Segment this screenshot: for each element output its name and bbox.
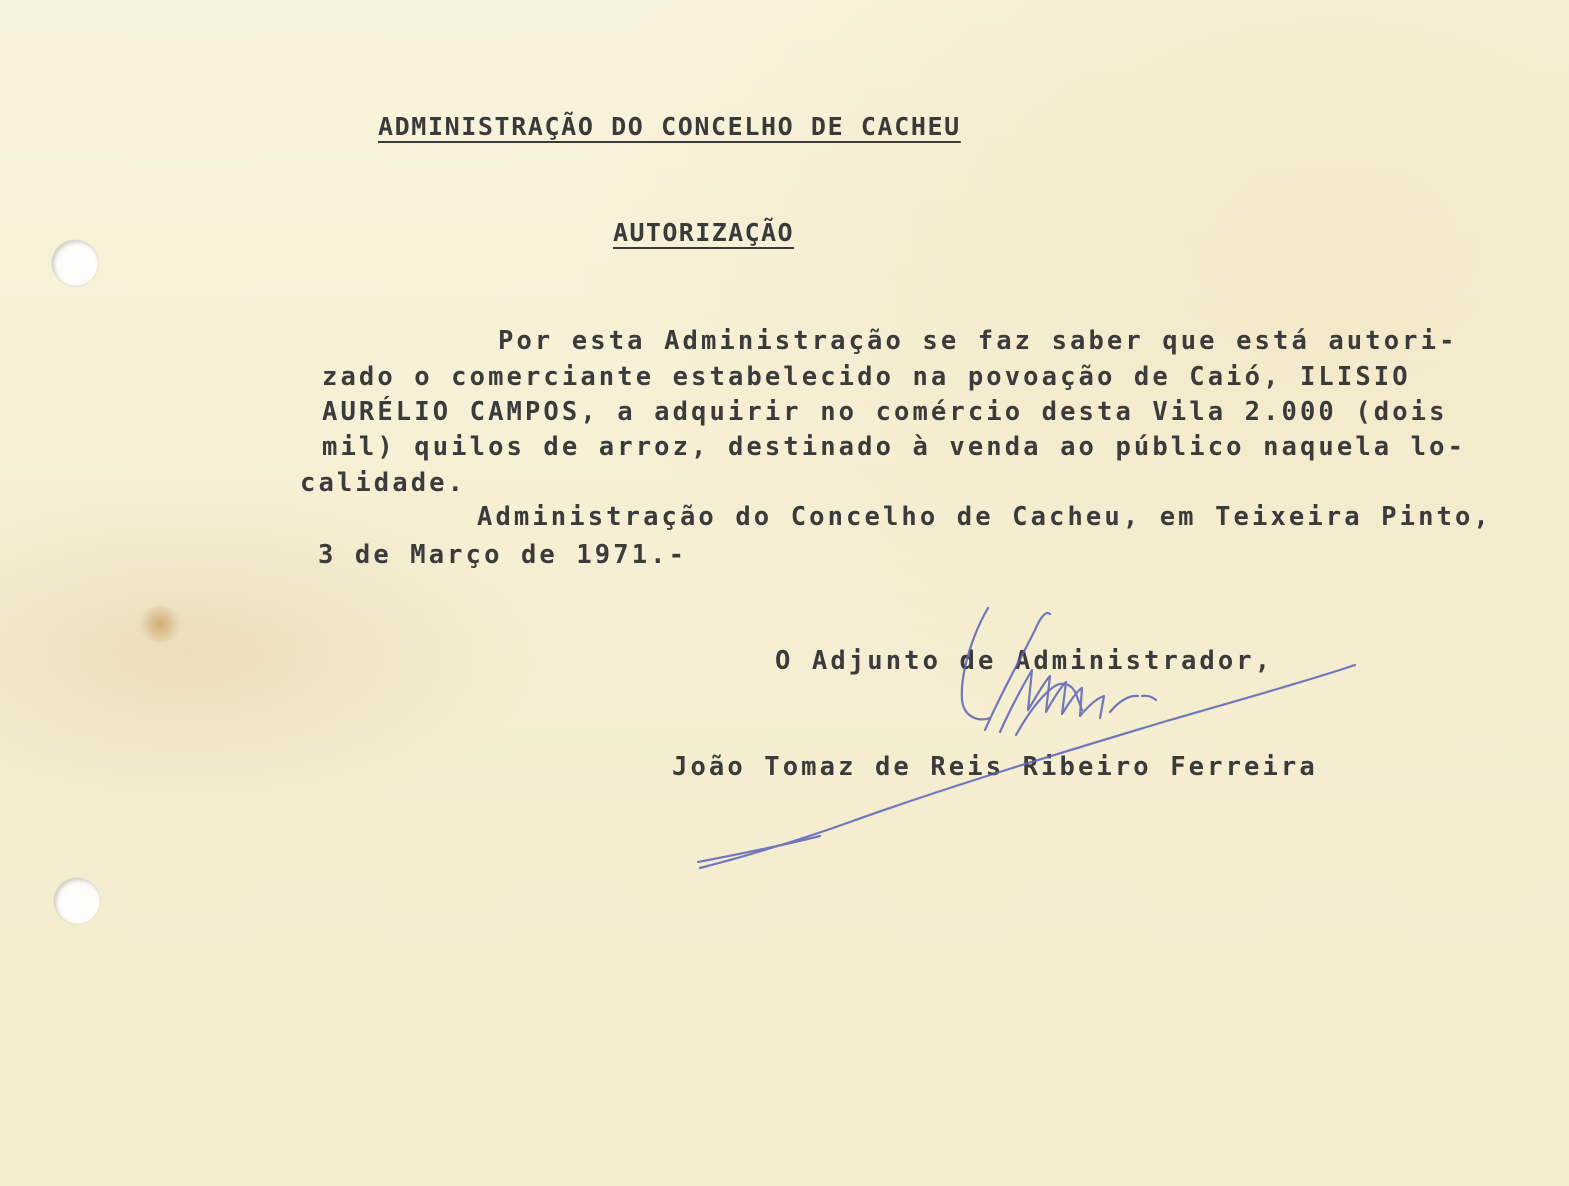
signer-title: O Adjunto de Administrador,	[775, 646, 1274, 676]
document-heading: ADMINISTRAÇÃO DO CONCELHO DE CACHEU	[378, 112, 961, 141]
paper-stain	[138, 606, 182, 642]
body-text-line: calidade.	[300, 468, 467, 498]
handwritten-signature	[690, 600, 1380, 880]
body-text-line: mil) quilos de arroz, destinado à venda ao público naquela lo-	[322, 432, 1467, 462]
body-text-line: zado o comerciante estabelecido na povoação de Caió, ILISIO	[322, 362, 1411, 392]
body-text-line: AURÉLIO CAMPOS, a adquirir no comércio desta Vila 2.000 (dois	[322, 397, 1448, 427]
closing-date-line: 3 de Março de 1971.-	[318, 540, 688, 570]
punch-hole	[54, 878, 100, 924]
signer-name: João Tomaz de Reis Ribeiro Ferreira	[672, 752, 1318, 782]
document-subheading: AUTORIZAÇÃO	[613, 218, 794, 247]
body-text-line: Por esta Administração se faz saber que está autori-	[498, 326, 1458, 356]
punch-hole	[52, 240, 98, 286]
closing-place-line: Administração do Concelho de Cacheu, em Teixeira Pinto,	[477, 502, 1492, 532]
